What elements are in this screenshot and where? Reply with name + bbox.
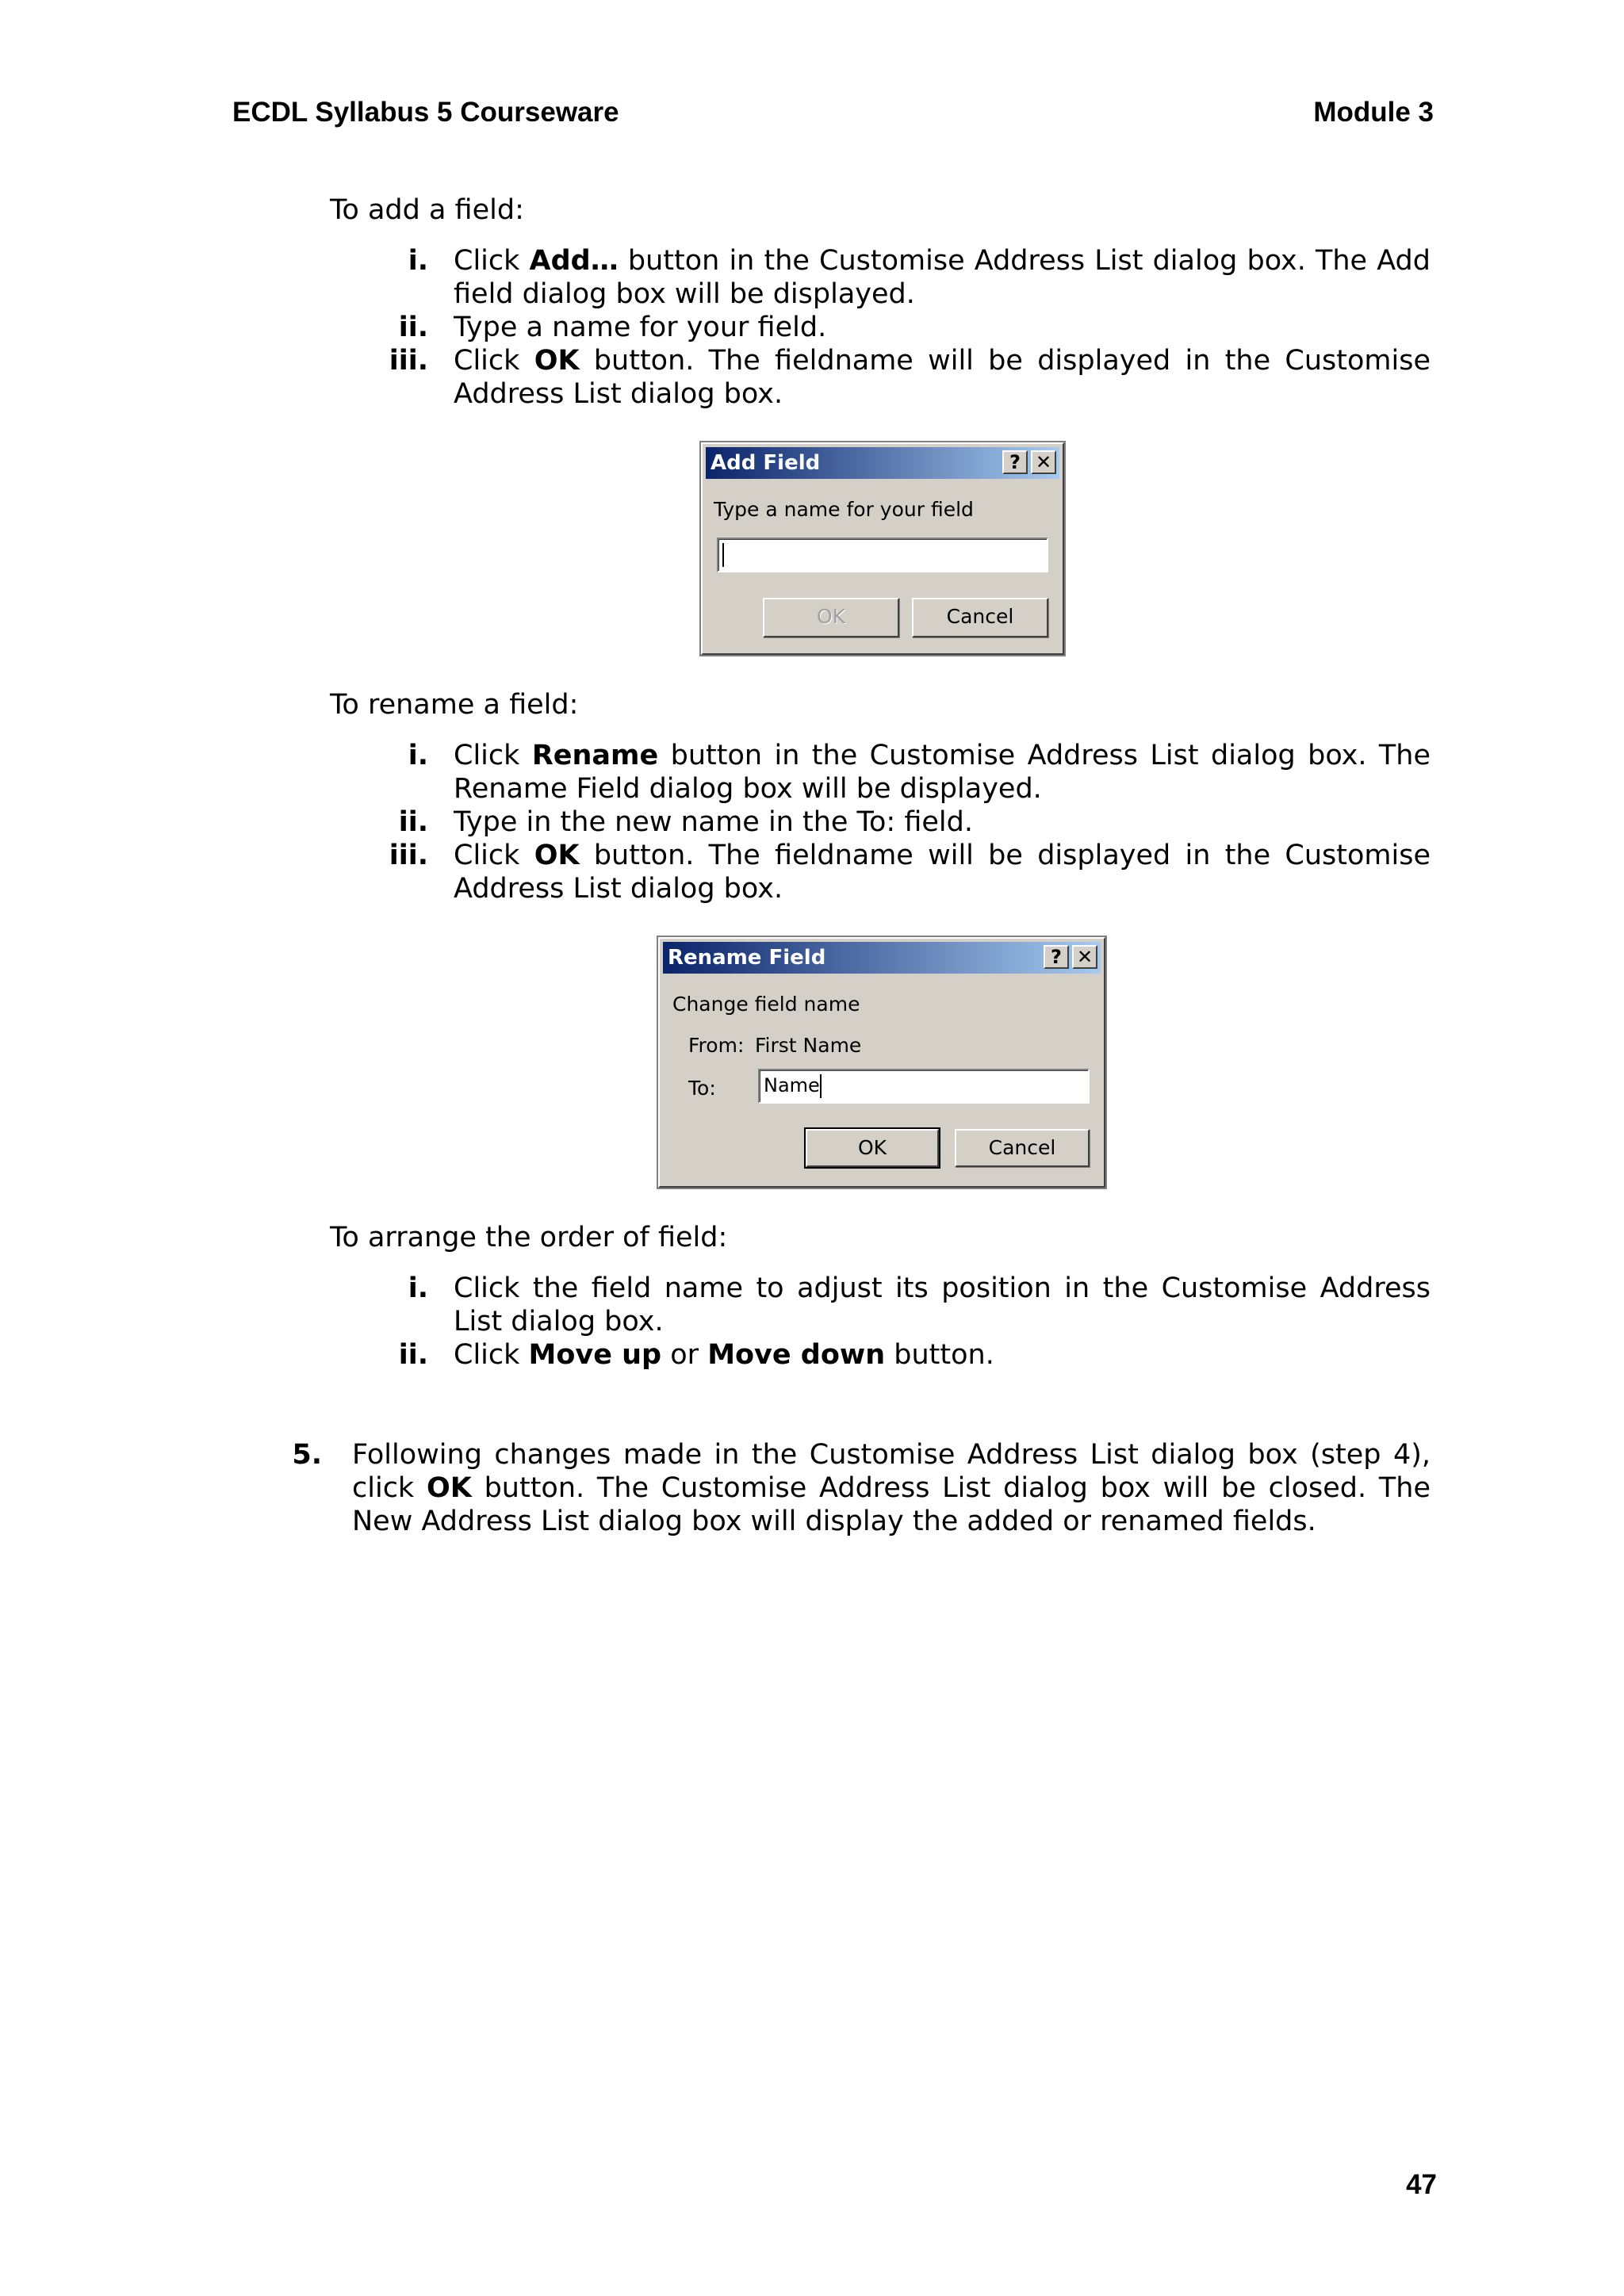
ok-button[interactable]: OK — [763, 598, 899, 637]
list-item — [0, 1272, 1624, 1338]
list-text: Type in the new name in the To: field. — [454, 806, 973, 838]
close-icon[interactable]: ✕ — [1031, 450, 1056, 474]
text-caret — [820, 1074, 822, 1098]
list-number: ii. — [398, 806, 428, 838]
help-icon[interactable]: ? — [1044, 945, 1069, 969]
list-item — [0, 244, 1624, 311]
dialog-titlebar — [663, 942, 1101, 974]
add-field-dialog — [701, 442, 1064, 655]
to-input[interactable]: Name — [758, 1069, 1090, 1104]
page-number: 47 — [1406, 2169, 1437, 2200]
list-number: i. — [408, 245, 428, 277]
list-item — [0, 806, 1624, 839]
add-field-intro: To add a field: — [330, 194, 524, 226]
field-name-prompt: Type a name for your field — [714, 498, 974, 521]
list-number: ii. — [398, 1339, 428, 1371]
rename-field-dialog — [658, 937, 1105, 1188]
cancel-button[interactable]: Cancel — [912, 598, 1048, 637]
running-header-module: Module 3 — [1313, 97, 1434, 128]
list-number: iii. — [389, 345, 428, 377]
field-name-input[interactable] — [717, 538, 1048, 572]
list-number: ii. — [398, 312, 428, 343]
list-number: iii. — [389, 840, 428, 871]
list-item — [0, 839, 1624, 905]
list-number: i. — [408, 1272, 428, 1304]
help-icon[interactable]: ? — [1002, 450, 1028, 474]
list-text: Click OK button. The fieldname will be displayed in the Customise Address List dialog box. — [454, 840, 1431, 905]
step-5 — [0, 1438, 1624, 1538]
dialog-title: Add Field — [710, 451, 821, 475]
list-item — [0, 311, 1624, 344]
ok-button[interactable]: OK — [806, 1129, 939, 1167]
rename-field-intro: To rename a field: — [330, 689, 579, 721]
close-icon[interactable]: ✕ — [1072, 945, 1097, 969]
to-label: To: — [688, 1077, 716, 1100]
step-text: Following changes made in the Customise Address List dialog box (step 4), click OK button. The Customise Address List dialog box will be closed. The New Address List dialog box will display the added or renamed fields. — [352, 1439, 1431, 1537]
list-text: Type a name for your field. — [454, 312, 827, 343]
list-number: i. — [408, 740, 428, 771]
from-label: From: — [688, 1034, 745, 1057]
list-item — [0, 739, 1624, 806]
list-text: Click the field name to adjust its position in the Customise Address List dialog box. — [454, 1272, 1431, 1337]
step-number: 5. — [292, 1439, 322, 1471]
list-text: Click Move up or Move down button. — [454, 1339, 994, 1371]
change-field-name-label: Change field name — [672, 993, 860, 1016]
from-value: First Name — [755, 1034, 862, 1057]
list-text: Click OK button. The fieldname will be displayed in the Customise Address List dialog box. — [454, 345, 1431, 410]
dialog-titlebar — [706, 447, 1059, 479]
list-item — [0, 1338, 1624, 1372]
cancel-button[interactable]: Cancel — [955, 1129, 1090, 1167]
text-caret — [722, 543, 724, 567]
list-item — [0, 344, 1624, 411]
list-text: Click Rename button in the Customise Address List dialog box. The Rename Field dialog box will be displayed. — [454, 740, 1431, 805]
dialog-title: Rename Field — [668, 946, 826, 970]
arrange-field-intro: To arrange the order of field: — [330, 1222, 728, 1253]
running-header-title: ECDL Syllabus 5 Courseware — [232, 97, 619, 128]
list-text: Click Add… button in the Customise Address List dialog box. The Add field dialog box will be displayed. — [454, 245, 1431, 310]
